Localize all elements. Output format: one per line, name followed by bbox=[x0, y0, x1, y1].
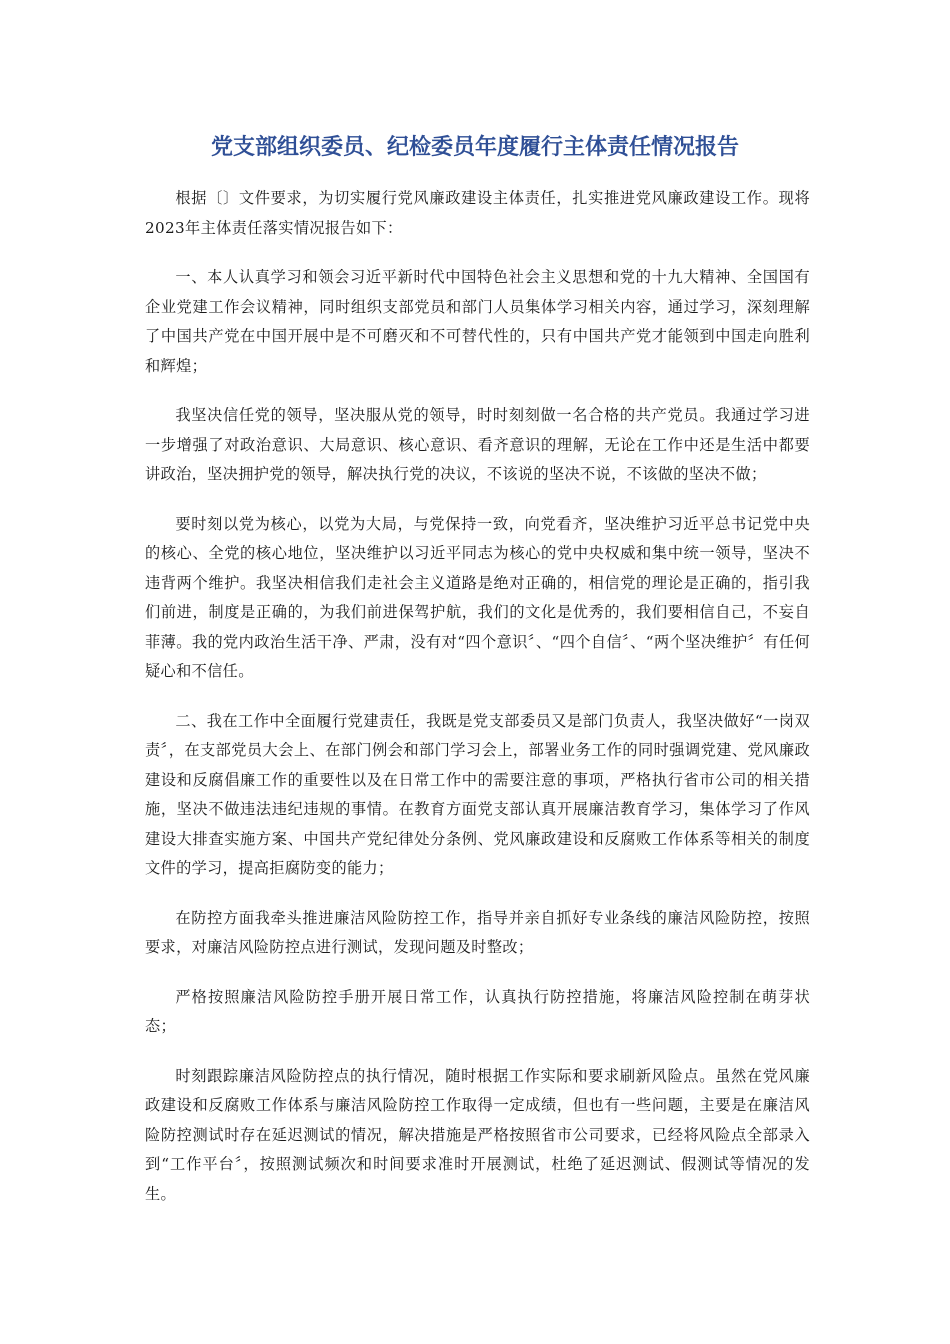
paragraph-section-two: 二、我在工作中全面履行党建责任，我既是党支部委员又是部门负责人，我坚决做好“一岗双责〞，在支部党员大会上、在部门例会和部门学习会上，部署业务工作的同时强调党建、党风廉政建设和反腐倡廉工作的重要性以及在日常工作中的需要注意的事项，严格执行省市公司的相关措施，坚决不做违法违纪违规的事情。在教育方面党支部认真开展廉洁教育学习，集体学习了作风建设大排查实施方案、中国共产党纪律处分条例、党风廉政建设和反腐败工作体系等相关的制度文件的学习，提高拒腐防变的能力； bbox=[145, 711, 810, 877]
paragraph-section-one: 一、本人认真学习和领会习近平新时代中国特色社会主义思想和党的十九大精神、全国国有企业党建工作会议精神，同时组织支部党员和部门人员集体学习相关内容，通过学习，深刻理解了中国共产党在中国开展中是不可磨灭和不可替代性的，只有中国共产党才能领到中国走向胜利和辉煌； bbox=[145, 268, 810, 375]
paragraph-party-core: 要时刻以党为核心，以党为大局，与党保持一致，向党看齐，坚决维护习近平总书记党中央的核心、全党的核心地位，坚决维护以习近平同志为核心的党中央权威和集中统一领导，坚决不违背两个维护。我坚决相信我们走社会主义道路是绝对正确的，相信党的理论是正确的，指引我们前进，制度是正确的，为我们前进保驾护航，我们的文化是优秀的，我们要相信自己，不妄自菲薄。我的党内政治生活干净、严肃，没有对“四个意识〞、“四个自信〞、“两个坚决维护〞有任何疑心和不信任。 bbox=[145, 514, 810, 680]
paragraph-party-leadership: 我坚决信任党的领导，坚决服从党的领导，时时刻刻做一名合格的共产党员。我通过学习进一步增强了对政治意识、大局意识、核心意识、看齐意识的理解，无论在工作中还是生活中都要讲政治，坚决拥护党的领导，解决执行党的决议，不该说的坚决不说，不该做的坚决不做； bbox=[145, 406, 810, 483]
paragraph-risk-tracking: 时刻跟踪廉洁风险防控点的执行情况，随时根据工作实际和要求刷新风险点。虽然在党风廉政建设和反腐败工作体系与廉洁风险防控工作取得一定成绩，但也有一些问题，主要是在廉洁风险防控测试时存在延迟测试的情况，解决措施是严格按照省市公司要求，已经将风险点全部录入到“工作平台〞，按照测试频次和时间要求准时开展测试，杜绝了延迟测试、假测试等情况的发生。 bbox=[145, 1066, 810, 1203]
document-title: 党支部组织委员、纪检委员年度履行主体责任情况报告 bbox=[210, 135, 739, 160]
paragraph-risk-manual: 严格按照廉洁风险防控手册开展日常工作，认真执行防控措施，将廉洁风险控制在萌芽状态； bbox=[145, 987, 810, 1035]
paragraph-risk-control: 在防控方面我牵头推进廉洁风险防控工作，指导并亲自抓好专业条线的廉洁风险防控，按照要求，对廉洁风险防控点进行测试，发现问题及时整改； bbox=[145, 908, 810, 956]
paragraph-intro: 根据〔〕文件要求，为切实履行党风廉政建设主体责任，扎实推进党风廉政建设工作。现将2023年主体责任落实情况报告如下： bbox=[145, 189, 810, 237]
document-body bbox=[145, 184, 810, 1229]
